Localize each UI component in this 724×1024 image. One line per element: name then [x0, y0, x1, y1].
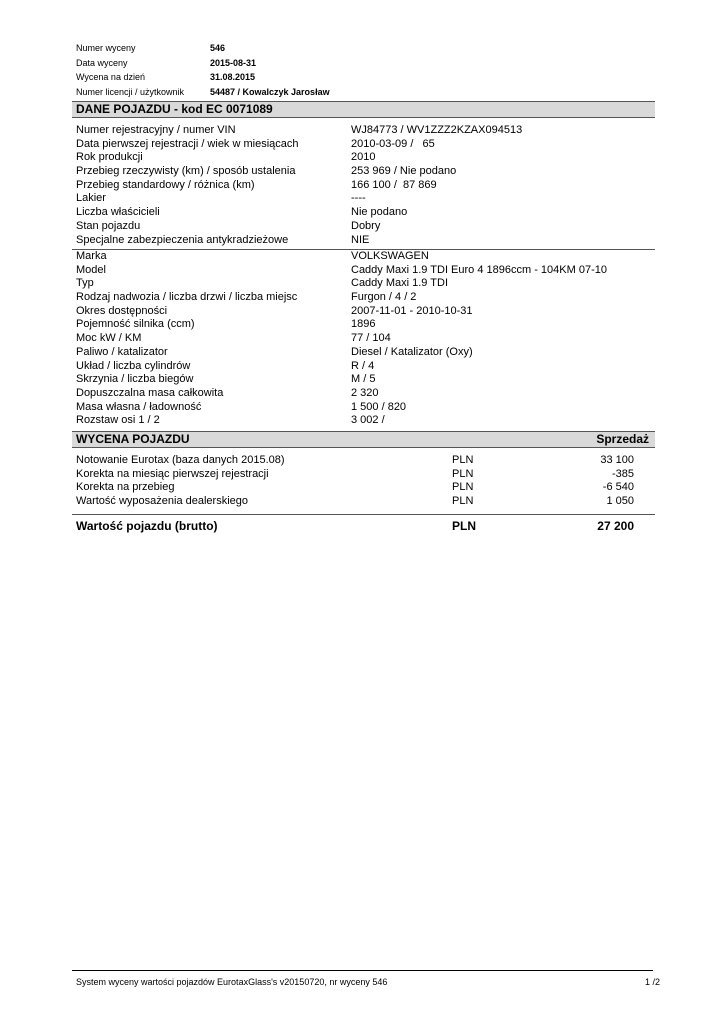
field-label: Pojemność silnika (ccm) [76, 318, 195, 331]
valuation-amount: -6 540 [602, 481, 634, 494]
field-label: Dopuszczalna masa całkowita [76, 386, 224, 399]
field-label: Typ [76, 277, 94, 290]
vehicle-row [76, 414, 656, 428]
field-value: Diesel / Katalizator (Oxy) [351, 345, 473, 358]
valuation-currency: PLN [452, 454, 474, 466]
field-label: Przebieg standardowy / różnica (km) [76, 178, 255, 191]
page-number: 1 /2 [644, 977, 660, 987]
field-label: Marka [76, 250, 107, 262]
field-label: Masa własna / ładowność [76, 400, 202, 413]
valuation-meta [76, 41, 656, 99]
vehicle-row [76, 373, 656, 387]
valuation-amount: 1 050 [606, 495, 634, 508]
meta-value: 2015-08-31 [210, 57, 257, 68]
field-value: NIE [351, 233, 370, 246]
field-label: Model [76, 263, 106, 276]
valuation-currency: PLN [452, 481, 474, 494]
meta-label: Numer wyceny [76, 43, 136, 53]
meta-label: Wycena na dzień [76, 72, 145, 82]
field-label: Rok produkcji [76, 151, 143, 164]
vehicle-row [76, 332, 656, 346]
field-value: Dobry [351, 219, 381, 232]
field-value: M / 5 [351, 373, 376, 386]
field-value: VOLKSWAGEN [351, 250, 429, 262]
field-label: Specjalne zabezpieczenia antykradzieżowe [76, 233, 289, 246]
vehicle-row [76, 346, 656, 360]
vehicle-row [76, 234, 656, 248]
footer-divider [72, 970, 653, 971]
total-value-row [76, 518, 634, 534]
field-value: 1896 [351, 318, 376, 331]
valuation-label: Wartość wyposażenia dealerskiego [76, 495, 249, 508]
meta-value: 54487 / Kowalczyk Jarosław [210, 86, 330, 97]
meta-value: 546 [210, 43, 226, 53]
vehicle-details [76, 124, 656, 247]
field-value: 1 500 / 820 [351, 400, 407, 413]
field-value: 2010 [351, 151, 376, 164]
field-value: R / 4 [351, 359, 375, 372]
section-header-vehicle [72, 101, 655, 118]
field-value: Nie podano [351, 206, 408, 219]
valuation-row [76, 454, 634, 468]
field-value: 2 320 [351, 386, 379, 399]
valuation-amount: -385 [611, 467, 634, 480]
vehicle-row [76, 401, 656, 415]
field-label: Układ / liczba cylindrów [76, 359, 191, 372]
vehicle-row [76, 264, 656, 278]
field-label: Przebieg rzeczywisty (km) / sposób ustalenia [76, 165, 296, 178]
field-value: 2007-11-01 - 2010-10-31 [351, 304, 473, 317]
vehicle-row [76, 124, 656, 138]
meta-row [76, 41, 656, 56]
section-title: WYCENA POJAZDU [76, 432, 190, 446]
field-value: ---- [351, 192, 366, 205]
field-label: Moc kW / KM [76, 332, 142, 345]
field-value: 253 969 / Nie podano [351, 165, 457, 178]
vehicle-row [76, 291, 656, 305]
meta-row [76, 70, 656, 85]
valuation-currency: PLN [452, 495, 474, 508]
field-value: 77 / 104 [351, 332, 391, 345]
field-label: Data pierwszej rejestracji / wiek w miesiącach [76, 137, 299, 150]
field-value: Caddy Maxi 1.9 TDI [351, 277, 449, 290]
vehicle-row [76, 318, 656, 332]
section-title: DANE POJAZDU - kod EC 0071089 [76, 102, 273, 116]
divider [72, 514, 655, 515]
meta-row [76, 56, 656, 71]
vehicle-specs [76, 250, 656, 428]
vehicle-row [76, 138, 656, 152]
field-value: Furgon / 4 / 2 [351, 291, 417, 304]
total-currency: PLN [452, 519, 476, 533]
valuation-amount: 33 100 [600, 454, 634, 466]
total-label: Wartość pojazdu (brutto) [76, 519, 218, 533]
vehicle-row [76, 206, 656, 220]
field-value: Caddy Maxi 1.9 TDI Euro 4 1896ccm - 104KM 07-10 [351, 263, 607, 276]
field-label: Paliwo / katalizator [76, 345, 168, 358]
field-label: Okres dostępności [76, 304, 168, 317]
column-header-sale: Sprzedaż [596, 432, 649, 446]
field-label: Rodzaj nadwozia / liczba drzwi / liczba miejsc [76, 291, 298, 304]
field-label: Skrzynia / liczba biegów [76, 373, 194, 386]
vehicle-row [76, 250, 656, 264]
field-label: Rozstaw osi 1 / 2 [76, 414, 160, 427]
field-label: Numer rejestracyjny / numer VIN [76, 124, 236, 136]
valuation-label: Korekta na miesiąc pierwszej rejestracji [76, 467, 269, 480]
field-value: 2010-03-09 / 65 [351, 137, 435, 150]
vehicle-row [76, 220, 656, 234]
valuation-label: Korekta na przebieg [76, 481, 175, 494]
valuation-currency: PLN [452, 467, 474, 480]
vehicle-row [76, 192, 656, 206]
field-label: Lakier [76, 192, 106, 205]
vehicle-row [76, 179, 656, 193]
valuation-row [76, 468, 634, 482]
vehicle-row [76, 305, 656, 319]
footer-text: System wyceny wartości pojazdów EurotaxGlass's v20150720, nr wyceny 546 [76, 977, 388, 987]
vehicle-row [76, 165, 656, 179]
total-amount: 27 200 [597, 519, 634, 533]
meta-label: Data wyceny [76, 57, 128, 68]
valuation-row [76, 495, 634, 509]
vehicle-row [76, 277, 656, 291]
vehicle-row [76, 387, 656, 401]
field-label: Liczba właścicieli [76, 206, 160, 219]
field-value: 166 100 / 87 869 [351, 178, 437, 191]
meta-value: 31.08.2015 [210, 72, 256, 82]
meta-label: Numer licencji / użytkownik [76, 86, 185, 97]
field-label: Stan pojazdu [76, 219, 141, 232]
section-header-valuation [72, 431, 655, 448]
valuation-label: Notowanie Eurotax (baza danych 2015.08) [76, 454, 285, 466]
valuation-lines [76, 454, 634, 509]
field-value: WJ84773 / WV1ZZZ2KZAX094513 [351, 124, 523, 136]
meta-row [76, 85, 656, 100]
field-value: 3 002 / [351, 414, 385, 427]
vehicle-row [76, 360, 656, 374]
vehicle-row [76, 151, 656, 165]
valuation-row [76, 481, 634, 495]
